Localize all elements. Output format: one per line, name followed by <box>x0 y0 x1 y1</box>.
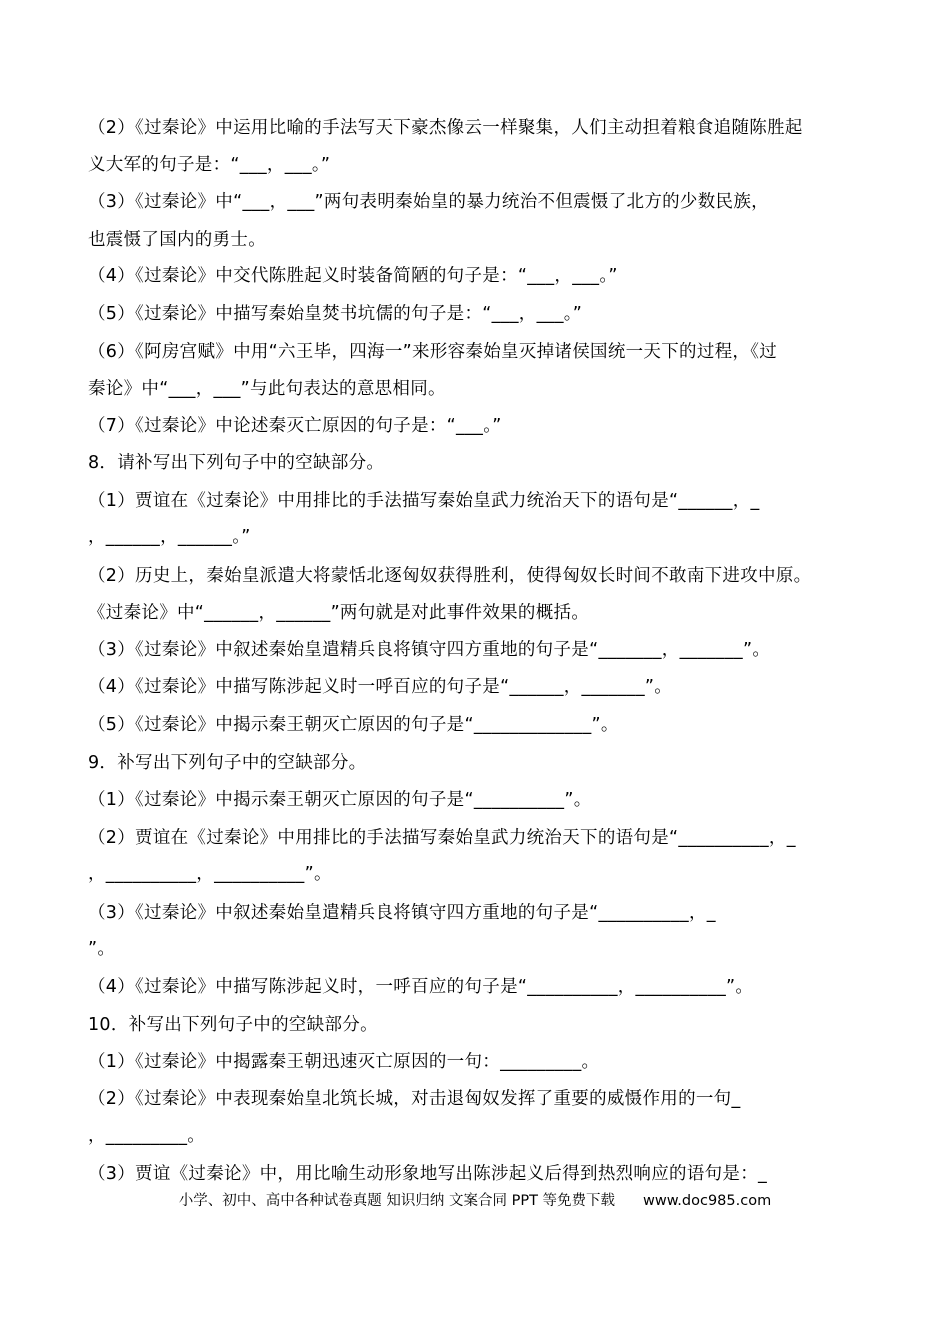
question-heading: 8．请补写出下列句子中的空缺部分。 <box>88 453 385 473</box>
text-line: ，_________。 <box>88 1126 206 1146</box>
text-line: （1）《过秦论》中揭示秦王朝灭亡原因的句子是“__________”。 <box>88 790 592 810</box>
page-footer <box>0 1190 950 1212</box>
text-line: （4）《过秦论》中描写陈涉起义时一呼百应的句子是“______，_______”。 <box>88 677 673 697</box>
text-line: （1）《过秦论》中揭露秦王朝迅速灭亡原因的一句：_________。 <box>88 1052 600 1072</box>
footer-text: 小学、初中、高中各种试卷真题 知识归纳 文案合同 PPT 等免费下载 <box>178 1193 616 1209</box>
text-line: （2）贾谊在《过秦论》中用排比的手法描写秦始皇武力统治天下的语句是“__________，_ <box>88 828 796 848</box>
question-heading: 9．补写出下列句子中的空缺部分。 <box>88 753 367 773</box>
text-line: 义大军的句子是：“___，___。” <box>88 155 331 175</box>
text-line: ”。 <box>88 939 116 959</box>
text-line: ，__________，__________”。 <box>88 864 332 884</box>
text-line: （4）《过秦论》中描写陈涉起义时，一呼百应的句子是“__________，__________”。 <box>88 977 754 997</box>
text-line: （3）《过秦论》中“___，___”两句表明秦始皇的暴力统治不但震慑了北方的少数民族， <box>88 192 769 212</box>
text-line: （3）《过秦论》中叙述秦始皇遣精兵良将镇守四方重地的句子是“__________，_ <box>88 903 716 923</box>
text-line: （6）《阿房宫赋》中用“六王毕，四海一”来形容秦始皇灭掉诸侯国统一天下的过程，《过 <box>88 342 778 362</box>
text-line: （2）历史上，秦始皇派遣大将蒙恬北逐匈奴获得胜利，使得匈奴长时间不敢南下进攻中原。 <box>88 566 812 586</box>
text-line: （5）《过秦论》中描写秦始皇焚书坑儒的句子是：“___，___。” <box>88 304 583 324</box>
text-line: 秦论》中“___，___”与此句表达的意思相同。 <box>88 379 446 399</box>
text-line: （7）《过秦论》中论述秦灭亡原因的句子是：“___。” <box>88 416 502 436</box>
text-line: （1）贾谊在《过秦论》中用排比的手法描写秦始皇武力统治天下的语句是“______，_ <box>88 491 760 511</box>
text-line: （4）《过秦论》中交代陈胜起义时装备简陋的句子是：“___，___。” <box>88 266 618 286</box>
text-line: 也震慑了国内的勇士。 <box>88 230 266 250</box>
question-heading: 10．补写出下列句子中的空缺部分。 <box>88 1015 378 1035</box>
footer-url[interactable]: www.doc985.com <box>643 1193 772 1209</box>
text-line: （2）《过秦论》中表现秦始皇北筑长城，对击退匈奴发挥了重要的威慑作用的一句_ <box>88 1089 741 1109</box>
text-line: （3）贾谊《过秦论》中，用比喻生动形象地写出陈涉起义后得到热烈响应的语句是：_ <box>88 1164 768 1184</box>
text-line: （2）《过秦论》中运用比喻的手法写天下豪杰像云一样聚集，人们主动担着粮食追随陈胜起 <box>88 118 803 138</box>
text-line: 《过秦论》中“______，______”两句就是对此事件效果的概括。 <box>88 603 590 623</box>
text-line: （5）《过秦论》中揭示秦王朝灭亡原因的句子是“_____________”。 <box>88 715 619 735</box>
text-line: （3）《过秦论》中叙述秦始皇遣精兵良将镇守四方重地的句子是“_______，_______”。 <box>88 640 771 660</box>
text-line: ，______，______。” <box>88 527 251 547</box>
